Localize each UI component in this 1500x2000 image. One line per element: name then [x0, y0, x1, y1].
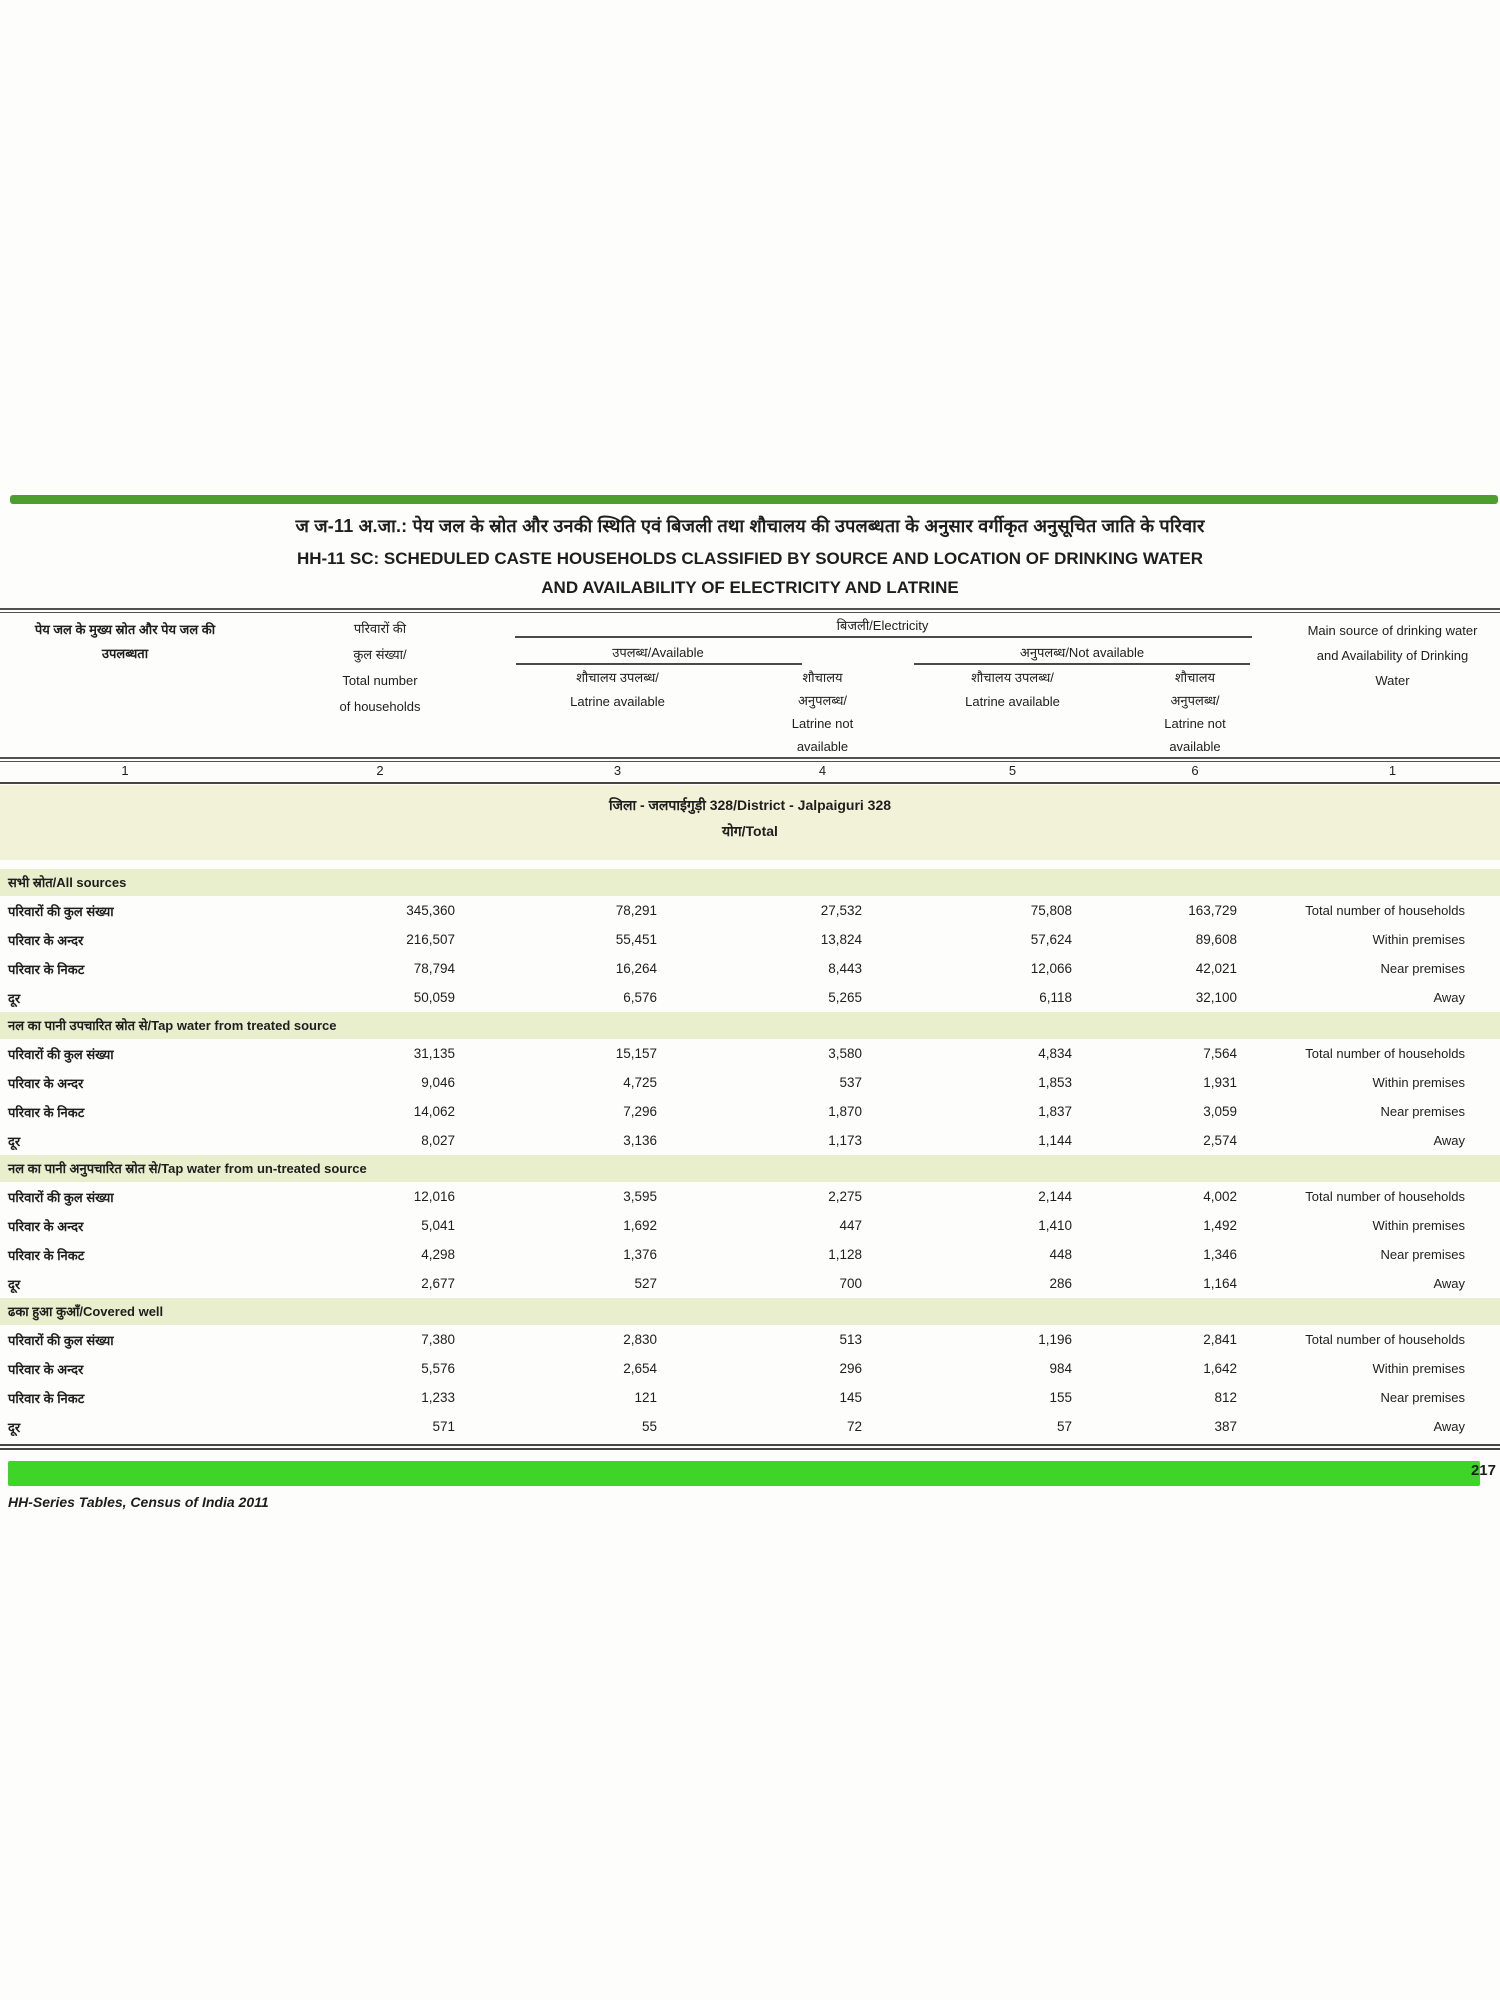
data-cell-col4: 2,275	[828, 1189, 862, 1204]
table-bottom-rule	[0, 1444, 1500, 1450]
table-row-3-1	[0, 1354, 1500, 1383]
data-cell-col6: 1,492	[1203, 1218, 1237, 1233]
row-label-hindi: दूर	[8, 1276, 21, 1292]
data-cell-col4: 1,870	[828, 1104, 862, 1119]
data-cell-col2: 345,360	[406, 903, 455, 918]
data-cell-col4: 447	[839, 1218, 862, 1233]
data-cell-col5: 984	[1049, 1361, 1072, 1376]
table-row-0-3	[0, 983, 1500, 1012]
data-cell-col4: 145	[839, 1390, 862, 1405]
right-col-line3: Water	[1375, 673, 1410, 688]
data-cell-col3: 78,291	[615, 903, 657, 918]
data-cell-col2: 31,135	[413, 1046, 455, 1061]
table-row-2-2	[0, 1240, 1500, 1269]
header-total-households-column	[250, 616, 510, 720]
title-english-line2: AND AVAILABILITY OF ELECTRICITY AND LATRINE	[541, 578, 959, 597]
row-label-hindi: दूर	[8, 990, 21, 1006]
data-cell-col6: 4,002	[1203, 1189, 1237, 1204]
col6-line2: अनुपलब्ध/	[1170, 693, 1220, 708]
header-col3-latrine-available	[510, 666, 725, 714]
page-number: 217	[1470, 1462, 1496, 1479]
section-header-1: नल का पानी उपचारित स्रोत से/Tap water from treated source	[0, 1012, 1500, 1039]
header-electricity-not-available: अनुपलब्ध/Not available	[1019, 645, 1145, 660]
row-label-hindi: परिवार के निकट	[8, 961, 85, 977]
row-label-hindi: दूर	[8, 1419, 21, 1435]
row-label-english: Total number of households	[1305, 1189, 1465, 1204]
row-label-hindi: परिवार के अन्दर	[8, 1075, 84, 1091]
data-cell-col3: 2,654	[623, 1361, 657, 1376]
data-cell-col6: 1,164	[1203, 1276, 1237, 1291]
data-cell-col4: 1,128	[828, 1247, 862, 1262]
col6-line3: Latrine not	[1164, 716, 1226, 731]
data-cell-col5: 4,834	[1038, 1046, 1072, 1061]
row-label-hindi: परिवार के निकट	[8, 1247, 85, 1263]
data-cell-col2: 216,507	[406, 932, 455, 947]
table-row-0-1	[0, 925, 1500, 954]
table-body-flow	[0, 785, 1500, 1510]
colnum-4: 4	[818, 762, 827, 778]
data-cell-col3: 15,157	[615, 1046, 657, 1061]
electricity-underline	[515, 636, 1252, 638]
right-col-line1: Main source of drinking water	[1307, 623, 1478, 638]
data-cell-col2: 4,298	[421, 1247, 455, 1262]
data-cell-col6: 89,608	[1195, 932, 1237, 947]
data-cell-col6: 2,841	[1203, 1332, 1237, 1347]
row-label-english: Total number of households	[1305, 1332, 1465, 1347]
top-green-bar	[10, 495, 1498, 504]
data-cell-col2: 50,059	[413, 990, 455, 1005]
data-cell-col2: 7,380	[421, 1332, 455, 1347]
col4-line3: Latrine not	[791, 716, 854, 731]
header-total-line3: Total number	[342, 673, 418, 688]
data-cell-col4: 27,532	[820, 903, 862, 918]
data-cell-col6: 2,574	[1203, 1133, 1237, 1148]
data-cell-col4: 3,580	[828, 1046, 862, 1061]
title-english-line1: HH-11 SC: SCHEDULED CASTE HOUSEHOLDS CLASSIFIED BY SOURCE AND LOCATION OF DRINKING WATER	[296, 549, 1204, 568]
data-cell-col2: 14,062	[413, 1104, 455, 1119]
data-cell-col3: 3,136	[623, 1133, 657, 1148]
row-label-hindi: परिवारों की कुल संख्या	[8, 903, 114, 919]
data-cell-col6: 163,729	[1188, 903, 1237, 918]
table-row-2-1	[0, 1211, 1500, 1240]
row-label-english: Away	[1433, 1276, 1465, 1291]
row-label-hindi: परिवारों की कुल संख्या	[8, 1332, 114, 1348]
data-cell-col3: 1,692	[623, 1218, 657, 1233]
table-row-1-3	[0, 1126, 1500, 1155]
section-header-3: ढका हुआ कुआँ/Covered well	[0, 1298, 1500, 1325]
header-source-line1: पेय जल के मुख्य स्रोत और पेय जल की	[34, 622, 216, 637]
district-band	[0, 785, 1500, 860]
data-cell-col3: 3,595	[623, 1189, 657, 1204]
data-cell-col3: 55,451	[615, 932, 657, 947]
footer-bar-row	[0, 1461, 1500, 1486]
data-cell-col3: 6,576	[623, 990, 657, 1005]
table-row-2-3	[0, 1269, 1500, 1298]
data-cell-col6: 387	[1214, 1419, 1237, 1434]
data-cell-col5: 57	[1056, 1419, 1072, 1434]
data-cell-col5: 1,837	[1038, 1104, 1072, 1119]
row-label-english: Within premises	[1372, 932, 1465, 947]
data-cell-col3: 1,376	[623, 1247, 657, 1262]
data-cell-col5: 2,144	[1038, 1189, 1072, 1204]
col5-line1: शौचालय उपलब्ध/	[971, 670, 1054, 685]
data-cell-col4: 296	[839, 1361, 862, 1376]
table-row-3-0	[0, 1325, 1500, 1354]
data-cell-col2: 8,027	[421, 1133, 455, 1148]
col6-line4: available	[1169, 739, 1221, 754]
data-cell-col2: 9,046	[421, 1075, 455, 1090]
header-source-line2: उपलब्धता	[101, 646, 149, 661]
header-col6-latrine-not-available	[1105, 666, 1285, 758]
data-cell-col6: 1,346	[1203, 1247, 1237, 1262]
col5-line2: Latrine available	[965, 694, 1060, 709]
row-label-hindi: परिवार के अन्दर	[8, 932, 84, 948]
data-cell-col2: 571	[432, 1419, 455, 1434]
data-cell-col3: 16,264	[615, 961, 657, 976]
not-available-underline	[914, 663, 1250, 665]
data-cell-col2: 1,233	[421, 1390, 455, 1405]
data-cell-col3: 2,830	[623, 1332, 657, 1347]
row-label-english: Within premises	[1372, 1361, 1465, 1376]
district-title: जिला - जलपाईगुड़ी 328/District - Jalpaiguri 328	[608, 797, 892, 813]
data-cell-col4: 5,265	[828, 990, 862, 1005]
row-label-english: Within premises	[1372, 1075, 1465, 1090]
colnum-5: 5	[1008, 762, 1017, 778]
data-cell-col4: 72	[846, 1419, 862, 1434]
table-row-1-0	[0, 1039, 1500, 1068]
header-total-line1: परिवारों की	[353, 621, 407, 636]
row-label-english: Near premises	[1380, 1390, 1465, 1405]
colnum-2: 2	[376, 762, 384, 778]
table-row-2-0	[0, 1182, 1500, 1211]
row-label-hindi: परिवार के अन्दर	[8, 1218, 84, 1234]
data-cell-col3: 121	[634, 1390, 657, 1405]
title-hindi: ज ज-11 अ.जा.: पेय जल के स्रोत और उनकी स्थिति एवं बिजली तथा शौचालय की उपलब्धता के अनुसार वर्गीकृत अनुसूचित जाति के परिवार	[295, 516, 1205, 536]
data-cell-col5: 1,410	[1038, 1218, 1072, 1233]
data-cell-col6: 32,100	[1195, 990, 1237, 1005]
available-underline	[516, 663, 802, 665]
data-cell-col3: 7,296	[623, 1104, 657, 1119]
data-cell-col6: 1,931	[1203, 1075, 1237, 1090]
data-cell-col2: 5,576	[421, 1361, 455, 1376]
bottom-green-bar	[8, 1461, 1480, 1486]
header-top-rule	[0, 608, 1500, 613]
row-label-english: Total number of households	[1305, 903, 1465, 918]
data-cell-col6: 3,059	[1203, 1104, 1237, 1119]
row-label-hindi: परिवार के निकट	[8, 1104, 85, 1120]
col4-line1: शौचालय	[802, 670, 843, 685]
row-label-english: Away	[1433, 1419, 1465, 1434]
header-col4-latrine-not-available	[725, 666, 920, 758]
col4-line2: अनुपलब्ध/	[797, 693, 848, 708]
data-cell-col4: 537	[839, 1075, 862, 1090]
header-electricity-group: बिजली/Electricity	[836, 618, 929, 633]
data-cell-col5: 75,808	[1030, 903, 1072, 918]
data-cell-col4: 1,173	[828, 1133, 862, 1148]
data-cell-col4: 513	[839, 1332, 862, 1347]
header-total-line2: कुल संख्या/	[353, 647, 407, 662]
data-cell-col6: 7,564	[1203, 1046, 1237, 1061]
header-right-column	[1285, 618, 1500, 693]
data-cell-col5: 57,624	[1030, 932, 1072, 947]
row-label-hindi: परिवारों की कुल संख्या	[8, 1189, 114, 1205]
header-col5-latrine-available	[920, 666, 1105, 714]
row-label-english: Near premises	[1380, 1247, 1465, 1262]
data-cell-col3: 527	[634, 1276, 657, 1291]
data-cell-col6: 1,642	[1203, 1361, 1237, 1376]
row-label-english: Near premises	[1380, 1104, 1465, 1119]
row-label-hindi: परिवार के निकट	[8, 1390, 85, 1406]
table-row-0-2	[0, 954, 1500, 983]
row-label-hindi: परिवारों की कुल संख्या	[8, 1046, 114, 1062]
colnum-7: 1	[1388, 762, 1397, 778]
data-cell-col2: 2,677	[421, 1276, 455, 1291]
section-header-2: नल का पानी अनुपचारित स्रोत से/Tap water from un-treated source	[0, 1155, 1500, 1182]
col3-line1: शौचालय उपलब्ध/	[576, 670, 659, 685]
data-cell-col4: 700	[839, 1276, 862, 1291]
table-row-3-3	[0, 1412, 1500, 1441]
colnum-6: 6	[1191, 762, 1199, 778]
data-cell-col2: 5,041	[421, 1218, 455, 1233]
data-cell-col5: 1,853	[1038, 1075, 1072, 1090]
data-cell-col2: 78,794	[413, 961, 455, 976]
table-row-0-0	[0, 896, 1500, 925]
footer-text: HH-Series Tables, Census of India 2011	[8, 1494, 269, 1510]
data-cell-col5: 1,144	[1038, 1133, 1072, 1148]
data-cell-col5: 448	[1049, 1247, 1072, 1262]
header-electricity-available: उपलब्ध/Available	[612, 645, 704, 660]
data-cell-col5: 286	[1049, 1276, 1072, 1291]
data-cell-col3: 4,725	[623, 1075, 657, 1090]
row-label-english: Total number of households	[1305, 1046, 1465, 1061]
row-label-hindi: दूर	[8, 1133, 21, 1149]
colnum-1: 1	[121, 762, 129, 778]
colnum-3: 3	[613, 762, 622, 778]
header-source-column	[0, 618, 250, 666]
table-body	[0, 869, 1500, 1441]
total-title: योग/Total	[722, 823, 778, 839]
data-cell-col3: 55	[641, 1419, 657, 1434]
row-label-english: Away	[1433, 1133, 1465, 1148]
col4-line4: available	[796, 739, 849, 754]
header-total-line4: of households	[339, 699, 421, 714]
band-gap	[0, 860, 1500, 869]
data-cell-col6: 812	[1214, 1390, 1237, 1405]
data-cell-col5: 1,196	[1038, 1332, 1072, 1347]
table-row-3-2	[0, 1383, 1500, 1412]
data-cell-col5: 6,118	[1039, 990, 1072, 1005]
data-cell-col2: 12,016	[413, 1189, 455, 1204]
col3-line2: Latrine available	[570, 694, 665, 709]
data-cell-col4: 13,824	[820, 932, 862, 947]
column-number-row	[0, 759, 1500, 781]
table-row-1-1	[0, 1068, 1500, 1097]
row-label-english: Near premises	[1380, 961, 1465, 976]
data-cell-col4: 8,443	[828, 961, 862, 976]
col6-line1: शौचालय	[1174, 670, 1216, 685]
section-header-0: सभी स्रोत/All sources	[0, 869, 1500, 896]
table-row-1-2	[0, 1097, 1500, 1126]
data-cell-col5: 12,066	[1030, 961, 1072, 976]
right-col-line2: and Availability of Drinking	[1316, 648, 1469, 663]
data-cell-col6: 42,021	[1195, 961, 1237, 976]
table-header	[0, 608, 1500, 785]
row-label-english: Within premises	[1372, 1218, 1465, 1233]
row-label-hindi: परिवार के अन्दर	[8, 1361, 84, 1377]
row-label-english: Away	[1433, 990, 1465, 1005]
data-cell-col5: 155	[1049, 1390, 1072, 1405]
